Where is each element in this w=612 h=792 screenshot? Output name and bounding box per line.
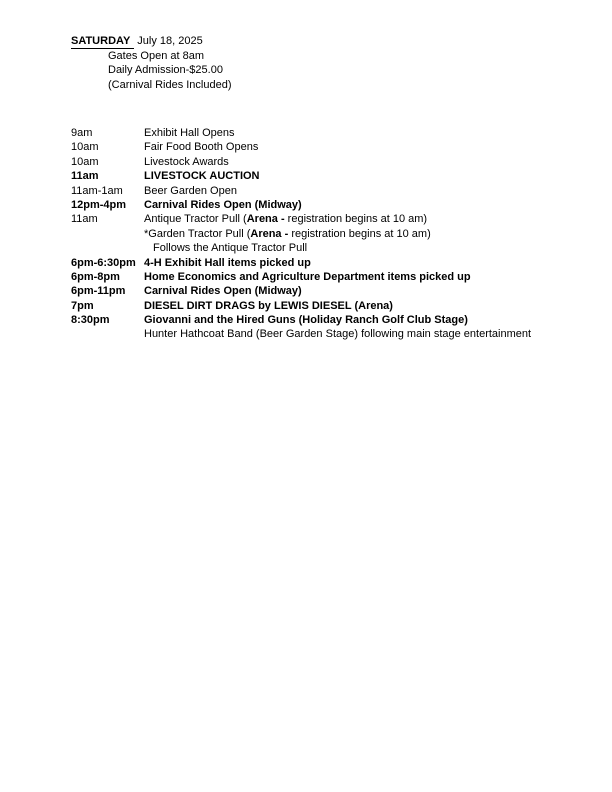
- event-text-segment: Carnival Rides Open (Midway): [144, 285, 302, 298]
- event-cell: [144, 284, 531, 298]
- event-text-segment: Arena -: [246, 213, 285, 226]
- time-cell: 11am: [71, 213, 98, 226]
- event-cell: [144, 327, 531, 341]
- event-text-segment: Antique Tractor Pull (: [144, 213, 247, 226]
- admission-line: Daily Admission-$25.00: [108, 64, 223, 77]
- gates-open-line: Gates Open at 8am: [108, 50, 204, 62]
- event-cell: [144, 140, 531, 154]
- schedule-row: [71, 327, 531, 341]
- time-cell: [71, 327, 144, 341]
- event-cell: [144, 169, 531, 183]
- schedule-row: [71, 198, 531, 212]
- event-text-segment: Beer Garden Open: [144, 184, 237, 197]
- event-cell: [144, 256, 531, 270]
- schedule-row: [71, 241, 531, 255]
- event-text-segment: 4-H Exhibit Hall items picked up: [144, 256, 311, 269]
- schedule: [71, 126, 531, 342]
- rides-included-line: (Carnival Rides Included): [108, 78, 232, 91]
- schedule-row: [71, 155, 531, 169]
- event-text-segment: LIVESTOCK AUCTION: [144, 170, 260, 183]
- event-cell: [144, 184, 531, 198]
- schedule-row: [71, 140, 531, 154]
- schedule-row: [71, 126, 531, 140]
- event-text-segment: Follows the Antique Tractor Pull: [153, 242, 308, 255]
- schedule-row: [71, 169, 531, 183]
- time-cell: [71, 227, 144, 241]
- event-cell: [144, 270, 531, 284]
- time-cell: 10am: [71, 155, 99, 168]
- time-cell: 11am: [71, 170, 99, 183]
- schedule-row: [71, 212, 531, 226]
- time-cell: 11am-1am: [71, 184, 123, 197]
- time-cell: 9am: [71, 127, 93, 139]
- time-cell: 10am: [71, 141, 99, 154]
- event-text-segment: registration begins at 10 am): [284, 213, 428, 226]
- time-cell: 6pm-11pm: [71, 285, 126, 298]
- event-text-segment: Livestock Awards: [144, 155, 229, 168]
- day-label: SATURDAY: [71, 35, 134, 49]
- event-cell: [144, 227, 531, 241]
- time-cell: 8:30pm: [71, 314, 110, 327]
- schedule-row: [71, 256, 531, 270]
- event-text-segment: Arena -: [250, 227, 289, 240]
- event-text-segment: Fair Food Booth Opens: [144, 141, 259, 154]
- header: [71, 34, 232, 92]
- schedule-row: [71, 227, 531, 241]
- event-text-segment: Giovanni and the Hired Guns (Holiday Ranch Golf Club Stage): [144, 314, 468, 327]
- time-cell: 6pm-8pm: [71, 270, 120, 283]
- event-cell: [144, 155, 531, 169]
- event-text-segment: Hunter Hathcoat Band (Beer Garden Stage) following main stage entertainment: [144, 328, 532, 341]
- schedule-row: [71, 299, 531, 313]
- event-cell: [144, 198, 531, 212]
- event-cell: [144, 126, 531, 140]
- event-text-segment: Exhibit Hall Opens: [144, 127, 235, 139]
- date-label: July 18, 2025: [137, 35, 203, 47]
- event-text-segment: DIESEL DIRT DRAGS by LEWIS DIESEL (Arena): [144, 299, 393, 312]
- event-text-segment: *Garden Tractor Pull (: [144, 227, 251, 240]
- schedule-row: [71, 270, 531, 284]
- event-cell: [144, 241, 531, 255]
- event-cell: [144, 299, 531, 313]
- schedule-row: [71, 313, 531, 327]
- event-cell: [144, 313, 531, 327]
- time-cell: 7pm: [71, 299, 94, 312]
- event-text-segment: registration begins at 10 am): [288, 227, 431, 240]
- time-cell: 6pm-6:30pm: [71, 256, 136, 269]
- event-text-segment: Home Economics and Agriculture Department items picked up: [144, 270, 471, 283]
- time-cell: [71, 241, 144, 255]
- time-cell: 12pm-4pm: [71, 198, 127, 211]
- day-date-line: [71, 34, 232, 49]
- event-cell: [144, 212, 531, 226]
- schedule-row: [71, 184, 531, 198]
- event-text-segment: Carnival Rides Open (Midway): [144, 198, 302, 211]
- schedule-row: [71, 284, 531, 298]
